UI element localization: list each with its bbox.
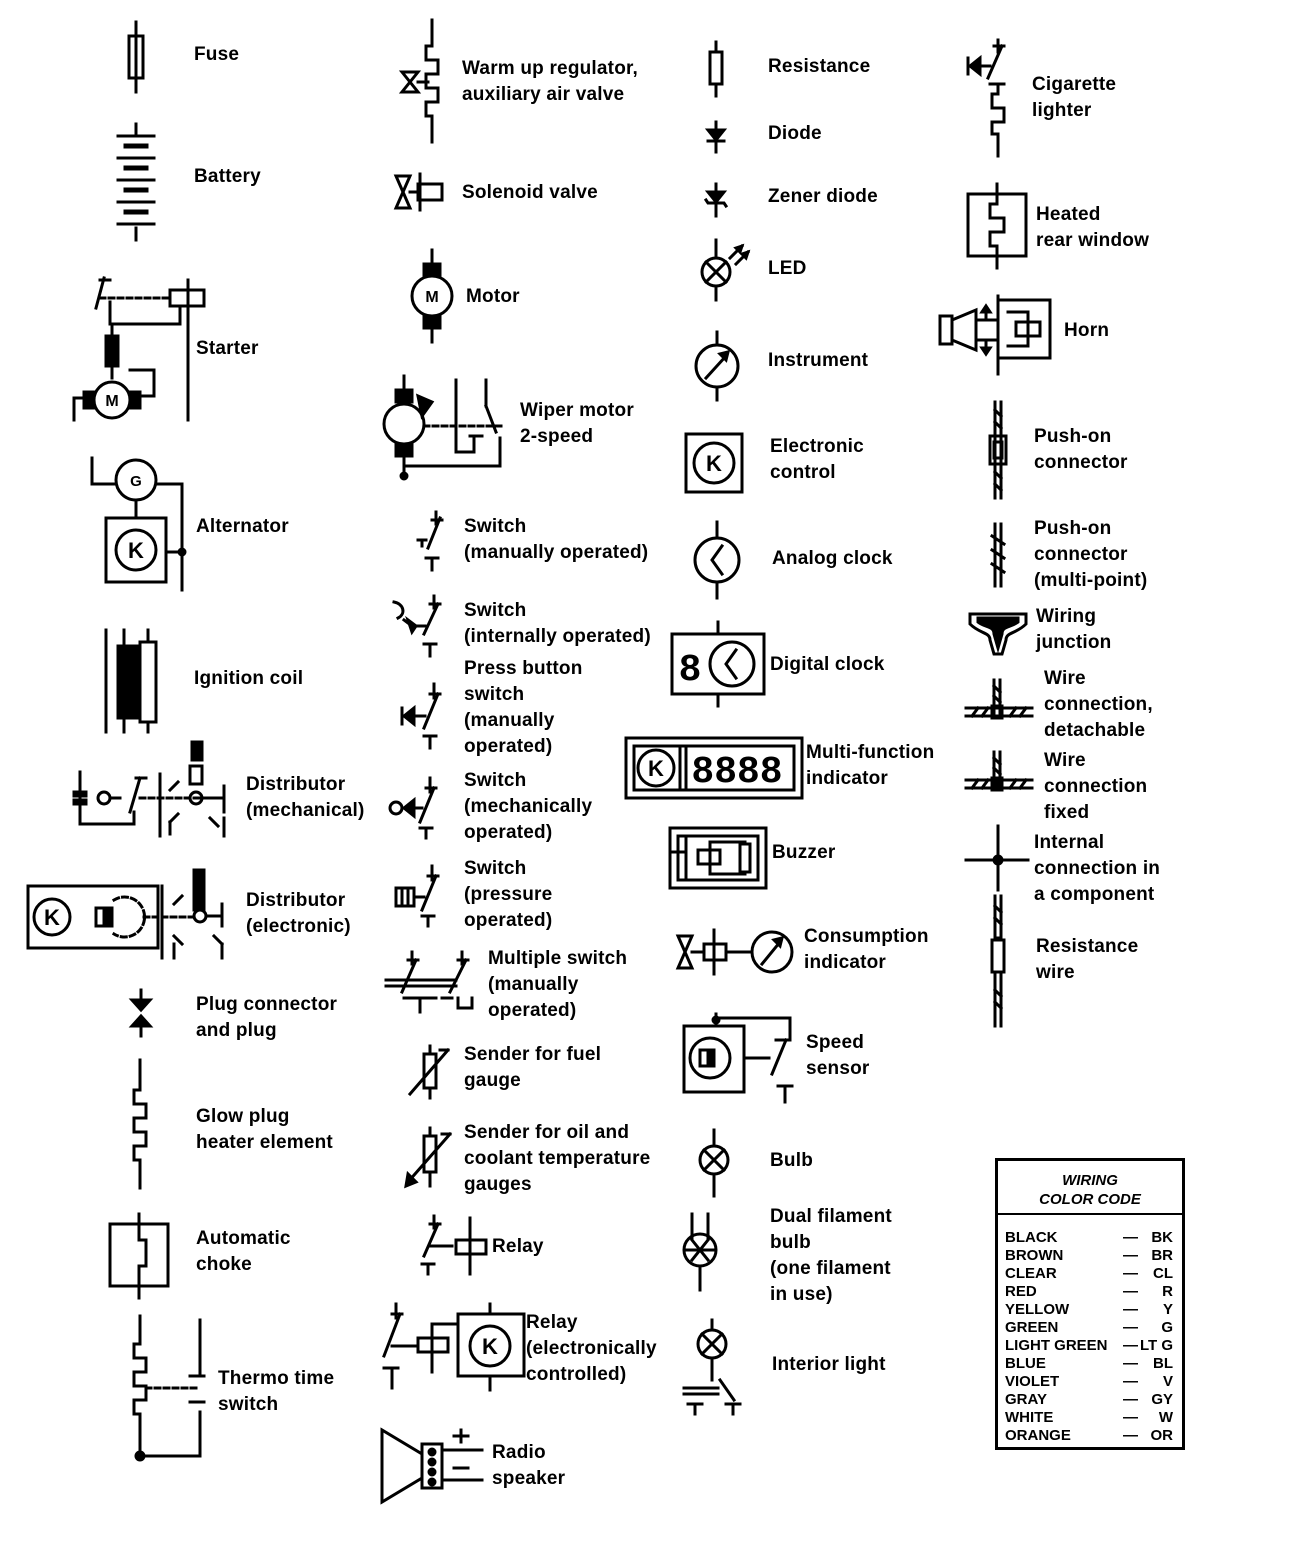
dual-filament-bulb-symbol (678, 1214, 724, 1290)
electronic-control-letter: K (706, 451, 722, 476)
internal-connection-symbol (962, 826, 1032, 892)
label-switch-mechanical: Switch (mechanically operated) (464, 770, 593, 843)
label-horn: Horn (1064, 320, 1110, 341)
legend-color-name: BROWN (1005, 1247, 1064, 1264)
legend-color-code: BK (1151, 1229, 1173, 1246)
label-analog-clock: Analog clock (772, 548, 893, 569)
legend-dash: — (1123, 1283, 1138, 1300)
legend-rows (1005, 1229, 1181, 1445)
legend-dash: — (1123, 1337, 1138, 1354)
label-battery: Battery (194, 166, 261, 187)
legend-row (1005, 1427, 1181, 1445)
label-push-on-connector-multi: Push-on connector (multi-point) (1034, 518, 1148, 591)
legend-color-name: GRAY (1005, 1391, 1047, 1408)
label-buzzer: Buzzer (772, 842, 836, 863)
label-distributor-electronic: Distributor (electronic) (246, 890, 351, 937)
label-led: LED (768, 258, 807, 279)
multi-function-control-letter: K (648, 756, 664, 781)
label-plug-connector: Plug connector and plug (196, 994, 338, 1041)
label-fuse: Fuse (194, 44, 240, 65)
label-electronic-control: Electronic control (770, 436, 864, 483)
label-warm-up-regulator: Warm up regulator, auxiliary air valve (462, 58, 639, 105)
legend-title-line1: WIRING (1062, 1172, 1118, 1189)
multi-function-indicator-symbol (624, 736, 804, 800)
label-thermo-time-switch: Thermo time switch (218, 1368, 335, 1415)
label-resistance: Resistance (768, 56, 871, 77)
legend-color-code: V (1162, 1373, 1173, 1390)
legend-row (1005, 1247, 1181, 1265)
distributor-electronic-symbol (24, 866, 244, 962)
starter-motor-letter: M (105, 393, 119, 410)
label-glow-plug: Glow plug heater element (196, 1106, 333, 1153)
distributor-mechanical-symbol (70, 738, 240, 838)
warm-up-regulator-symbol (398, 20, 448, 144)
multiple-switch-symbol (384, 952, 484, 1016)
legend-dash: — (1123, 1355, 1138, 1372)
label-resistance-wire: Resistance wire (1036, 936, 1139, 983)
label-radio-speaker: Radio speaker (492, 1442, 566, 1489)
legend-color-name: CLEAR (1005, 1265, 1057, 1282)
label-press-button-switch: Press button switch (manually operated) (464, 658, 583, 757)
digital-clock-symbol (670, 622, 766, 706)
diode-symbol (704, 122, 728, 152)
label-relay: Relay (492, 1236, 544, 1257)
label-multi-function-indicator: Multi-function indicator (806, 742, 935, 789)
digital-clock-digit: 8 (678, 649, 702, 692)
zener-diode-symbol (704, 184, 728, 216)
wire-connection-fixed-symbol (964, 752, 1034, 796)
analog-clock-symbol (692, 522, 742, 598)
legend-color-name: WHITE (1005, 1409, 1054, 1426)
label-motor: Motor (466, 286, 520, 307)
legend-color-code: LT G (1139, 1337, 1173, 1354)
legend-row (1005, 1265, 1181, 1283)
legend-dash: — (1123, 1427, 1138, 1444)
label-sender-fuel: Sender for fuel gauge (464, 1044, 602, 1091)
legend-dash: — (1123, 1229, 1138, 1246)
legend-row (1005, 1301, 1181, 1319)
legend-color-name: VIOLET (1005, 1373, 1060, 1390)
legend-row (1005, 1229, 1181, 1247)
label-cigarette-lighter: Cigarette lighter (1032, 74, 1117, 121)
legend-color-name: LIGHT GREEN (1005, 1337, 1108, 1354)
multi-function-display: 8888 (691, 751, 783, 794)
switch-internal-symbol (390, 596, 450, 656)
label-relay-electronic: Relay (electronically controlled) (526, 1312, 657, 1385)
label-internal-connection: Internal connection in a component (1034, 832, 1161, 905)
label-diode: Diode (768, 123, 822, 144)
wire-connection-detachable-symbol (964, 680, 1034, 724)
label-alternator: Alternator (196, 516, 289, 537)
resistance-wire-symbol (986, 896, 1010, 1028)
legend-dash: — (1123, 1301, 1138, 1318)
label-digital-clock: Digital clock (770, 654, 885, 675)
ignition-coil-symbol (98, 626, 168, 736)
bulb-symbol (696, 1130, 732, 1196)
legend-dash: — (1123, 1319, 1138, 1336)
legend-row (1005, 1319, 1181, 1337)
legend-dash: — (1123, 1265, 1138, 1282)
automatic-choke-symbol (106, 1214, 172, 1298)
legend-title-line2: COLOR CODE (1039, 1191, 1141, 1208)
label-push-on-connector: Push-on connector (1034, 426, 1128, 473)
relay-symbol (410, 1216, 490, 1276)
label-wire-connection-fixed: Wire connection fixed (1044, 750, 1148, 823)
battery-symbol (110, 124, 162, 240)
label-zener-diode: Zener diode (768, 186, 878, 207)
label-ignition-coil: Ignition coil (194, 668, 304, 689)
legend-color-code: BL (1153, 1355, 1173, 1372)
motor-letter: M (425, 289, 439, 306)
label-starter: Starter (196, 338, 259, 359)
legend-color-name: BLUE (1005, 1355, 1046, 1372)
plug-connector-symbol (126, 990, 156, 1038)
label-instrument: Instrument (768, 350, 869, 371)
legend-color-name: BLACK (1005, 1229, 1058, 1246)
cigarette-lighter-symbol (964, 40, 1024, 158)
legend-color-code: G (1161, 1319, 1173, 1336)
legend-row (1005, 1373, 1181, 1391)
label-consumption-indicator: Consumption indicator (804, 926, 929, 973)
label-dual-filament-bulb: Dual filament bulb (one filament in use) (770, 1206, 892, 1305)
horn-symbol (936, 292, 1056, 376)
relay-control-letter: K (482, 1334, 498, 1359)
legend-color-code: OR (1150, 1427, 1173, 1444)
legend-row (1005, 1283, 1181, 1301)
relay-electronic-symbol (378, 1302, 528, 1392)
press-button-switch-symbol (398, 684, 448, 748)
legend-row (1005, 1409, 1181, 1427)
legend-dash: — (1123, 1409, 1138, 1426)
interior-light-symbol (680, 1320, 744, 1416)
legend-dash: — (1123, 1247, 1138, 1264)
consumption-indicator-symbol (674, 924, 800, 982)
heated-rear-window-symbol (964, 184, 1030, 268)
distributor-control-letter: K (44, 905, 60, 930)
legend-row (1005, 1337, 1181, 1355)
legend-row (1005, 1355, 1181, 1373)
label-multiple-switch: Multiple switch (manually operated) (488, 948, 628, 1021)
thermo-time-switch-symbol (120, 1316, 220, 1468)
buzzer-symbol (668, 826, 768, 890)
glow-plug-symbol (120, 1060, 160, 1190)
solenoid-valve-symbol (392, 172, 448, 212)
instrument-symbol (692, 332, 742, 402)
label-sender-oil: Sender for oil and coolant temperature gauges (464, 1122, 651, 1195)
led-symbol (698, 240, 754, 302)
legend-color-name: YELLOW (1005, 1301, 1070, 1318)
wiper-motor-symbol (378, 376, 518, 480)
label-bulb: Bulb (770, 1150, 814, 1171)
wiring-color-code-legend (995, 1158, 1185, 1450)
switch-mechanical-symbol (386, 778, 446, 838)
legend-color-code: R (1162, 1283, 1173, 1300)
legend-dash: — (1123, 1391, 1138, 1408)
label-switch-internal: Switch (internally operated) (464, 600, 651, 647)
label-automatic-choke: Automatic choke (196, 1228, 291, 1275)
switch-manual-symbol (412, 512, 452, 570)
label-switch-manual: Switch (manually operated) (464, 516, 649, 563)
label-distributor-mechanical: Distributor (mechanical) (246, 774, 365, 821)
legend-color-code: W (1158, 1409, 1173, 1426)
legend-color-code: Y (1162, 1301, 1173, 1318)
radio-speaker-symbol (378, 1422, 488, 1508)
legend-dash: — (1123, 1373, 1138, 1390)
legend-color-name: ORANGE (1005, 1427, 1071, 1444)
sender-fuel-symbol (404, 1046, 454, 1098)
electronic-control-symbol (684, 432, 744, 494)
fuse-symbol (118, 22, 154, 96)
switch-pressure-symbol (392, 866, 448, 926)
label-switch-pressure: Switch (pressure operated) (464, 858, 553, 931)
label-wiring-junction: Wiring junction (1036, 606, 1112, 653)
label-wiper-motor: Wiper motor 2-speed (520, 400, 634, 447)
resistance-symbol (704, 42, 728, 96)
starter-symbol (70, 270, 210, 422)
label-heated-rear-window: Heated rear window (1036, 204, 1150, 251)
legend-title (998, 1167, 1182, 1215)
label-interior-light: Interior light (772, 1354, 886, 1375)
legend-color-name: RED (1005, 1283, 1037, 1300)
legend-row (1005, 1391, 1181, 1409)
label-solenoid-valve: Solenoid valve (462, 182, 598, 203)
sender-oil-symbol (400, 1128, 456, 1188)
motor-symbol (406, 250, 458, 342)
label-speed-sensor: Speed sensor (806, 1032, 870, 1079)
legend-color-name: GREEN (1005, 1319, 1059, 1336)
alternator-letter: G (130, 473, 142, 490)
label-wire-connection-detachable: Wire connection, detachable (1044, 668, 1153, 741)
push-on-connector-multi-symbol (986, 524, 1010, 588)
legend-color-code: GY (1151, 1391, 1173, 1408)
speed-sensor-symbol (680, 1010, 800, 1106)
wiring-junction-symbol (966, 610, 1030, 656)
legend-color-code: BR (1151, 1247, 1173, 1264)
push-on-connector-symbol (984, 402, 1012, 500)
legend-color-code: CL (1153, 1265, 1173, 1282)
alternator-control-letter: K (128, 538, 144, 563)
alternator-symbol (86, 454, 196, 594)
